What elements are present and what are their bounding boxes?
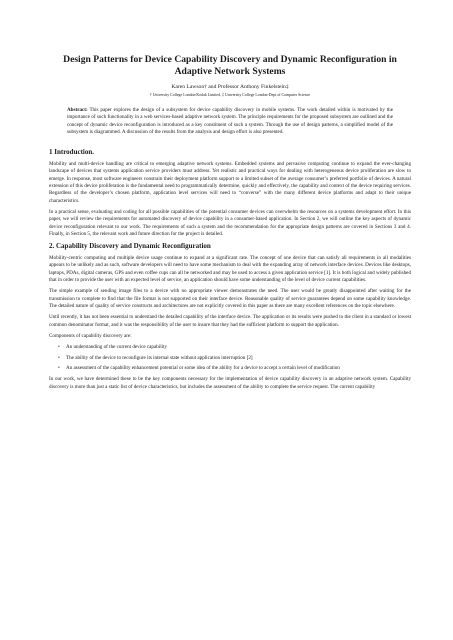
- abstract-text: This paper explores the design of a subsystem for device capability discovery in mobile systems. The work detailed within is motivated by the importance of such functionality in a web services-based adaptive network system. The principle requirements for the proposed subsystem are outlined and the concept of dynamic device reconfiguration is introduced as a key constituent of such a system. Through the use of design patterns, a simplified model of the subsystem is diagrammed. A discussion of the results from the analysis and design effort is also presented.: [67, 107, 393, 135]
- bullet-list: [49, 344, 411, 372]
- paper-title: Design Patterns for Device Capability Discovery and Dynamic Reconfiguration in Adaptive Network Systems: [63, 54, 397, 77]
- list-item: [49, 365, 411, 372]
- paragraph: In a practical sense, evaluating and coding for all possible capabilities of the potential consumer devices can overwhelm the resources on a systems development effort. In this paper, we will review the requirements for automated discovery of device capability in a consumer-based application. In Section 2, we will outline the key aspects of dynamic device reconfiguration relevant to our work. The requirements of such a system and the recommendation for the appropriate design patterns are covered in Sections 3 and 4. Finally, in Section 5, the relevant work and future direction for the project is detailed.: [49, 208, 411, 237]
- paragraph: Until recently, it has not been essential to understand the detailed capability of the interface device. The application or its results were pushed to the client in a standard or lowest common denominator format, and it was the responsibility of the user to insure that they had the sufficient platform to support the application.: [49, 314, 411, 328]
- paper-authors: Karen Lawson† and Professor Anthony Finkelstein‡: [171, 84, 289, 90]
- paper-page: [49, 54, 411, 395]
- section-heading-capability-discovery: 2. Capability Discovery and Dynamic Reconfiguration: [49, 242, 211, 251]
- section-heading-introduction: 1 Introduction.: [49, 148, 94, 157]
- list-item-text: The ability of the device to reconfigure its internal state without application interruption [2]: [66, 354, 253, 361]
- bullet-icon: •: [58, 354, 60, 361]
- paragraph: In our work, we have determined these to be the key components necessary for the implementation of device capability discovery in an adaptive network system. Capability discovery is more than just a static list of device characteristics, but includes the assessment of the ability to complete the service request. The current capability: [49, 376, 411, 390]
- paragraph: Components of capability discovery are:: [49, 332, 132, 339]
- paragraph: Mobility and multi-device handling are critical to emerging adaptive network systems. Embedded systems and pervasive computing continue to expand the ever-changing landscape of devices that systems application service providers must address. Yet realistic and practical ways for dealing with heterogeneous device proliferation are slow to emerge. In response, most software engineers constrain their deployment platform support to a limited subset of the average consumer’s preferred portfolio of devices. A natural extension of this device proliferation is the fundamental need to programmatically determine, quickly and effectively, the capability and context of the device requiring services. Regardless of the developer’s chosen platform, application level services will need to “converse” with the many different device platforms and adapt to their unique characteristics.: [49, 161, 411, 204]
- paragraph: The simple example of sending image files to a device with no appropriate viewer demonstrates the need. The user would be greatly disappointed after waiting for the transmission to complete to find that the file format is not supported on their interface device. Reasonable quality of service guarantees depend on some capability knowledge. The detailed nature of quality of service constructs and architectures are not explicitly covered in this paper as there are many excellent references on the topic elsewhere.: [49, 288, 411, 309]
- list-item: [49, 344, 411, 351]
- bullet-icon: •: [58, 344, 60, 351]
- abstract: [67, 107, 393, 136]
- abstract-label: Abstract:: [67, 107, 88, 113]
- bullet-icon: •: [58, 365, 60, 372]
- list-item: [49, 355, 411, 362]
- list-item-text: An understanding of the current device capability: [66, 344, 167, 351]
- paragraph: Mobility-centric computing and multiple device usage continue to expand at a significant rate. The concept of one device that can satisfy all requirements in all modalities appears to be unlikely and as such, software developers will need to have some mechanism to deal with the expanding array of network interface devices. Devices like desktops, laptops, PDAs, digital cameras, GPS and even coffee cups can all be networked and may be used to access a given application service [1]. It is both logical and widely published that in order to provide the user with an expected level of service, an application should have some understanding of the level of device current capabilities.: [49, 255, 411, 284]
- paper-affiliation: † University College London/Kodak Limited, ‡ University College London-Dept of Computer Science: [149, 93, 311, 97]
- list-item-text: An assessment of the capability enhancement potential or some idea of the ability for a device to accept a certain level of modification: [66, 365, 340, 372]
